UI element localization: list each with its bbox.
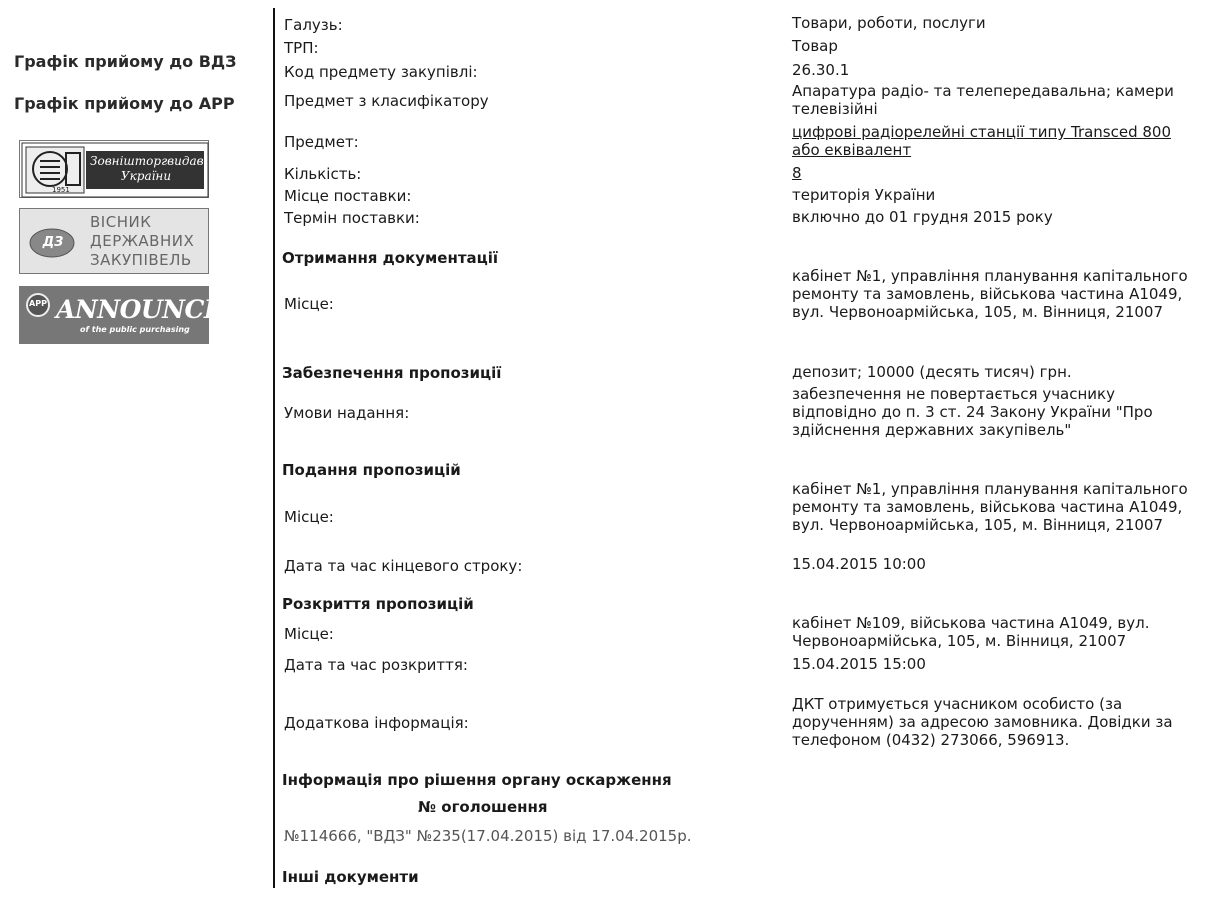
field-value-quantity: 8 (792, 164, 802, 182)
submission-deadline-label: Дата та час кінцевого строку: (284, 557, 523, 575)
field-value-subject: цифрові радіорелейні станції типу Transced 800 або еквівалент (792, 123, 1172, 159)
field-label-delivery-term: Термін поставки: (284, 209, 420, 227)
section-title-security: Забезпечення пропозиції (282, 364, 502, 382)
security-conditions-label: Умови надання: (284, 404, 410, 422)
announcer-title: ANNOUNCER (56, 295, 243, 324)
section-title-opening: Розкриття пропозицій (282, 595, 474, 613)
additional-info-label: Додаткова інформація: (284, 714, 469, 732)
zovnishtorgvydav-logo-text: Зовнішторгвидав України (90, 154, 204, 183)
field-label-subject: Предмет: (284, 133, 359, 151)
schedule-arr-link[interactable]: Графік прийому до АРР (14, 94, 235, 113)
field-value-delivery-place: територія України (792, 186, 936, 204)
visnyk-logo-text: ВІСНИК ДЕРЖАВНИХ ЗАКУПІВЕЛЬ (90, 213, 195, 269)
field-value-delivery-term: включно до 01 грудня 2015 року (792, 208, 1053, 226)
appeal-announcement-entry[interactable]: №114666, "ВДЗ" №235(17.04.2015) від 17.04.2015р. (284, 827, 692, 845)
section-title-submission: Подання пропозицій (282, 461, 461, 479)
field-value-subject-code: 26.30.1 (792, 61, 850, 79)
field-label-delivery-place: Місце поставки: (284, 187, 412, 205)
docs-place-value: кабінет №1, управління планування капітального ремонту та замовлень, військова частина А1049, вул. Червоноармійська, 105, м. Вінниця, 21007 (792, 267, 1188, 321)
field-label-subject-code: Код предмету закупівлі: (284, 63, 478, 81)
field-label-classifier-subject: Предмет з класифікатору (284, 92, 489, 110)
opening-date-label: Дата та час розкриття: (284, 656, 468, 674)
field-label-trp: ТРП: (284, 39, 319, 57)
field-label-industry: Галузь: (284, 16, 343, 34)
submission-deadline-value: 15.04.2015 10:00 (792, 555, 926, 573)
section-title-documentation: Отримання документації (282, 249, 499, 267)
field-label-quantity: Кількість: (284, 165, 362, 183)
announcer-badge-text: АРР (29, 299, 47, 308)
security-conditions-value: забезпечення не повертається учаснику відповідно до п. 3 ст. 24 Закону України "Про здійснення державних закупівель" (792, 385, 1153, 439)
opening-place-value: кабінет №109, військова частина А1049, вул. Червоноармійська, 105, м. Вінниця, 21007 (792, 614, 1150, 650)
submission-place-value: кабінет №1, управління планування капітального ремонту та замовлень, військова частина А1049, вул. Червоноармійська, 105, м. Вінниця, 21007 (792, 480, 1188, 534)
schedule-vdz-link[interactable]: Графік прийому до ВДЗ (14, 52, 237, 71)
security-type-value: депозит; 10000 (десять тисяч) грн. (792, 363, 1072, 381)
section-title-other-documents: Інші документи (282, 868, 419, 886)
visnyk-badge-text: ДЗ (42, 235, 64, 250)
opening-date-value: 15.04.2015 15:00 (792, 655, 926, 673)
field-value-classifier-subject: Апаратура радіо- та телепередавальна; камери телевізійні (792, 82, 1174, 118)
section-title-appeal: Інформація про рішення органу оскарження (282, 771, 672, 789)
opening-place-label: Місце: (284, 625, 334, 643)
zovnishtorgvydav-year: 1951 (52, 186, 70, 194)
appeal-announcement-header: № оголошення (418, 798, 548, 816)
field-value-industry: Товари, роботи, послуги (792, 14, 986, 32)
announcer-subtitle: of the public purchasing (80, 325, 190, 334)
docs-place-label: Місце: (284, 295, 334, 313)
submission-place-label: Місце: (284, 508, 334, 526)
additional-info-value: ДКТ отримується учасником особисто (за дорученням) за адресою замовника. Довідки за телефоном (0432) 273066, 596913. (792, 695, 1173, 749)
field-value-trp: Товар (792, 37, 838, 55)
